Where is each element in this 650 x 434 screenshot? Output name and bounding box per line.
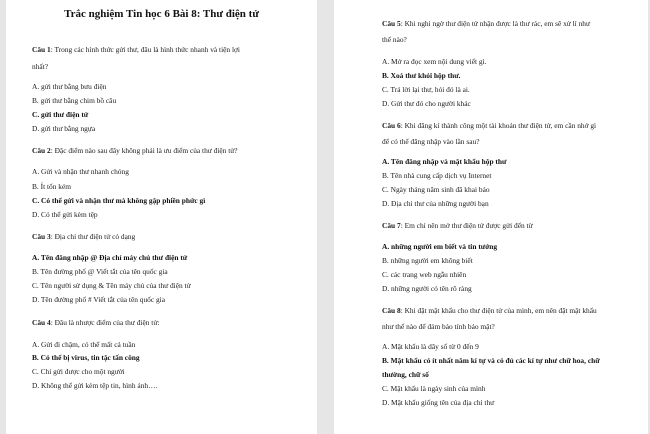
question-8-label: Câu 8 (382, 306, 401, 315)
question-8-text-cont: như thế nào để đảm bảo tính bảo mật? (382, 322, 495, 331)
question-5-label: Câu 5 (382, 19, 401, 28)
question-1-option-b: B. gửi thư bằng chim bồ câu (32, 96, 117, 105)
question-3-stem (32, 233, 135, 240)
question-8-option-b-cont: thường, chữ số (382, 370, 429, 379)
question-4-option-c: C. Chỉ gửi được cho một người (32, 367, 125, 376)
question-6-option-b: B. Tên nhà cung cấp dịch vụ Internet (382, 171, 492, 180)
question-2-label: Câu 2 (32, 146, 51, 155)
question-5-option-c: C. Trả lời lại thư, hỏi đó là ai. (382, 85, 470, 94)
question-7-option-d: D. những người có tên rõ ràng (382, 284, 472, 293)
question-4-option-a: A. Gửi đi chậm, có thể mất cả tuần (32, 340, 136, 349)
question-6-option-a-correct: A. Tên đăng nhập và mật khẩu hộp thư (382, 157, 507, 166)
question-2-option-c-correct: C. Có thể gửi và nhận thư mà không gặp phiền phức gì (32, 196, 206, 205)
question-8-option-b-correct: B. Mật khẩu có ít nhất năm kí tự và có đủ các kí tự như chữ hoa, chữ (382, 356, 600, 365)
document-page-2 (334, 0, 648, 434)
document-page-1 (6, 0, 317, 434)
question-7-text: : Em chỉ nên mở thư điện tử được gửi đến từ (400, 221, 533, 230)
question-4-stem (32, 319, 159, 326)
question-6-text-cont: để có thể đăng nhập vào lần sau? (382, 137, 480, 146)
question-1-text-cont: nhất? (32, 62, 49, 71)
question-4-label: Câu 4 (32, 318, 51, 327)
question-3-option-c: C. Tên người sử dụng & Tên máy chủ của thư điện tử (32, 281, 191, 290)
question-8-option-c: C. Mật khẩu là ngày sinh của mình (382, 384, 486, 393)
question-5-text-cont: thế nào? (382, 35, 407, 44)
question-7-stem (382, 222, 533, 229)
question-5-option-d: D. Gửi thư đó cho người khác (382, 99, 471, 108)
question-8-option-a: A. Mật khẩu là dãy số từ 0 đến 9 (382, 342, 479, 351)
question-7-option-a-correct: A. những người em biết và tin tưởng (382, 242, 498, 251)
question-3-option-a-correct: A. Tên đăng nhập @ Địa chỉ máy chủ thư điện tử (32, 253, 188, 262)
question-7-option-c: C. các trang web ngẫu nhiên (382, 270, 467, 279)
question-1-text: : Trong các hình thức gửi thư, đâu là hình thức nhanh và tiện lợi (50, 45, 240, 54)
question-1-option-c-correct: C. gửi thư điện tử (32, 110, 89, 119)
question-3-label: Câu 3 (32, 232, 51, 241)
question-4-option-b-correct: B. Có thể bị virus, tin tặc tấn công (32, 353, 140, 362)
question-8-option-d: D. Mật khẩu giống tên của địa chỉ thư (382, 398, 495, 407)
question-3-option-b: B. Tên đường phố @ Viết tắt của tên quốc gia (32, 267, 168, 276)
question-5-stem (382, 20, 590, 27)
question-3-text: : Địa chỉ thư điện tử có dạng (50, 232, 136, 241)
question-6-stem (382, 122, 596, 129)
question-8-stem (382, 307, 597, 314)
question-6-option-d: D. Địa chỉ thư của những người bạn (382, 199, 489, 208)
question-1-label: Câu 1 (32, 45, 51, 54)
question-6-text: : Khi đăng kí thành công một tài khoản thư điện tử, em cần nhớ gì (400, 121, 597, 130)
question-1-option-a: A. gửi thư bằng bưu điện (32, 82, 107, 91)
question-5-option-b-correct: B. Xoá thư khỏi hộp thư. (382, 71, 461, 80)
question-2-option-a: A. Gửi và nhận thư nhanh chóng (32, 167, 129, 176)
question-5-option-a: A. Mở ra đọc xem nội dung viết gì. (382, 57, 487, 66)
question-4-option-d: D. Không thể gửi kèm tệp tin, hình ảnh…. (32, 381, 158, 390)
question-6-label: Câu 6 (382, 121, 401, 130)
question-8-text: : Khi đặt mật khẩu cho thư điện tử của mình, em nên đặt mật khẩu (400, 306, 597, 315)
question-6-option-c: C. Ngày tháng năm sinh đã khai báo (382, 185, 490, 194)
page-title: Trắc nghiệm Tin học 6 Bài 8: Thư điện tử (64, 8, 259, 20)
question-5-text: : Khi nghi ngờ thư điện tử nhận được là thư rác, em sẽ xử lí như (400, 19, 590, 28)
question-2-option-d: D. Có thể gửi kèm tệp (32, 210, 98, 219)
question-7-option-b: B. những người em không biết (382, 256, 473, 265)
question-2-option-b: B. Ít tốn kém (32, 182, 72, 191)
question-2-stem (32, 147, 238, 154)
question-2-text: : Đặc điểm nào sau đây không phải là ưu điểm của thư điện tử? (50, 146, 238, 155)
question-1-stem (32, 46, 240, 53)
question-4-text: : Đâu là nhược điểm của thư điện tử: (50, 318, 160, 327)
question-7-label: Câu 7 (382, 221, 401, 230)
question-1-option-d: D. gửi thư bằng ngựa (32, 124, 96, 133)
question-3-option-d: D. Tên đường phố # Viết tắt của tên quốc gia (32, 295, 166, 304)
